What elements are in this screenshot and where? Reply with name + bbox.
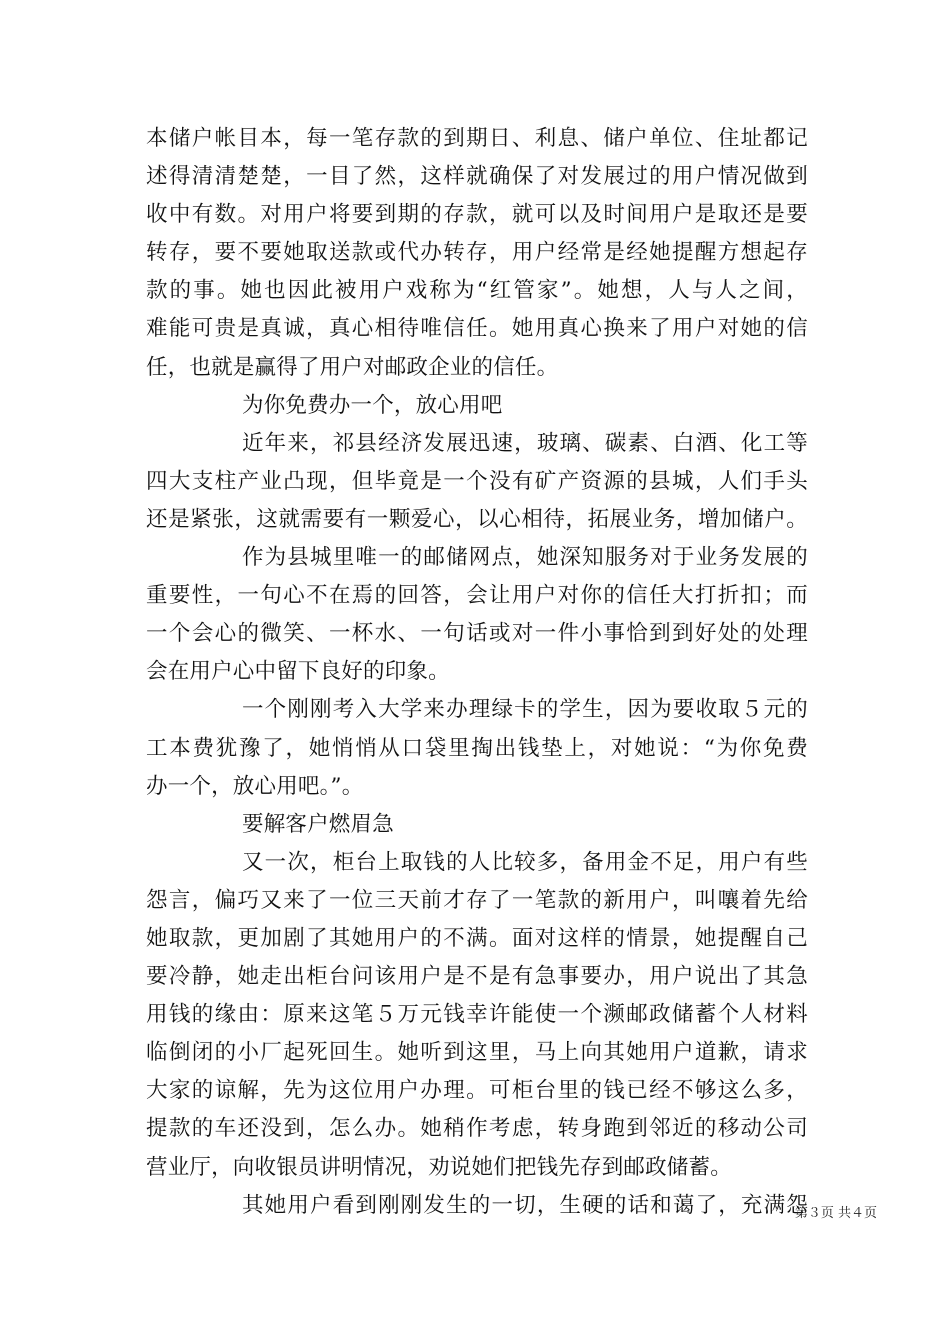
text-line: 一个刚刚考入大学来办理绿卡的学生，因为要收取５元的 bbox=[242, 697, 808, 723]
text-line: 工本费犹豫了，她悄悄从口袋里掏出钱垫上，对她说：“为你免费 bbox=[146, 735, 808, 761]
text-line: 营业厅，向收银员讲明情况，劝说她们把钱先存到邮政储蓄。 bbox=[146, 1154, 732, 1180]
text-line: 其她用户看到刚刚发生的一切，生硬的话和蔼了，充满怨 bbox=[242, 1192, 808, 1218]
text-line: 提款的车还没到，怎么办。她稍作考虑，转身跑到邻近的移动公司 bbox=[146, 1116, 808, 1142]
text-line: 收中有数。对用户将要到期的存款，就可以及时间用户是取还是要 bbox=[146, 202, 808, 228]
text-line: 还是紧张，这就需要有一颗爱心，以心相待，拓展业务，增加储户。 bbox=[146, 506, 808, 532]
page-number: 第３页 共４页 bbox=[794, 1206, 878, 1221]
text-line: 任，也就是赢得了用户对邮政企业的信任。 bbox=[146, 354, 559, 380]
text-line: 作为县城里唯一的邮储网点，她深知服务对于业务发展的 bbox=[242, 545, 808, 571]
text-line: 要冷静，她走出柜台问该用户是不是有急事要办，用户说出了其急 bbox=[146, 964, 808, 990]
body-text bbox=[146, 120, 808, 1225]
text-line: 办一个，放心用吧。”。 bbox=[146, 773, 364, 799]
text-line: 本储户帐目本，每一笔存款的到期日、利息、储户单位、住址都记 bbox=[146, 126, 808, 151]
text-line: 大家的谅解，先为这位用户办理。可柜台里的钱已经不够这么多， bbox=[146, 1078, 808, 1104]
text-line: 临倒闭的小厂起死回生。她听到这里，马上向其她用户道歉，请求 bbox=[146, 1040, 808, 1066]
text-line: 又一次，柜台上取钱的人比较多，备用金不足，用户有些 bbox=[242, 849, 808, 875]
text-line: 重要性，一句心不在焉的回答，会让用户对你的信任大打折扣；而 bbox=[146, 583, 808, 609]
text-line: 用钱的缘由：原来这笔５万元钱幸许能使一个濒邮政储蓄个人材料 bbox=[146, 1002, 808, 1028]
page-footer bbox=[0, 1204, 950, 1224]
text-line: 近年来，祁县经济发展迅速，玻璃、碳素、白酒、化工等 bbox=[242, 430, 808, 456]
text-line: 她取款，更加剧了其她用户的不满。面对这样的情景，她提醒自己 bbox=[146, 925, 808, 951]
text-line: 四大支柱产业凸现，但毕竟是一个没有矿产资源的县城，人们手头 bbox=[146, 468, 808, 494]
section-heading: 为你免费办一个，放心用吧 bbox=[242, 392, 503, 418]
text-line: 述得清清楚楚，一目了然，这样就确保了对发展过的用户情况做到 bbox=[146, 164, 808, 190]
text-line: 一个会心的微笑、一杯水、一句话或对一件小事恰到到好处的处理 bbox=[146, 621, 808, 647]
text-line: 难能可贵是真诚，真心相待唯信任。她用真心换来了用户对她的信 bbox=[146, 316, 808, 342]
text-line: 款的事。她也因此被用户戏称为“红管家”。她想，人与人之间， bbox=[146, 278, 808, 304]
text-line: 转存，要不要她取送款或代办转存，用户经常是经她提醒方想起存 bbox=[146, 240, 808, 266]
text-line: 会在用户心中留下良好的印象。 bbox=[146, 659, 450, 685]
section-heading: 要解客户燃眉急 bbox=[242, 811, 394, 837]
text-line: 怨言，偏巧又来了一位三天前才存了一笔款的新用户，叫嚷着先给 bbox=[146, 887, 808, 913]
